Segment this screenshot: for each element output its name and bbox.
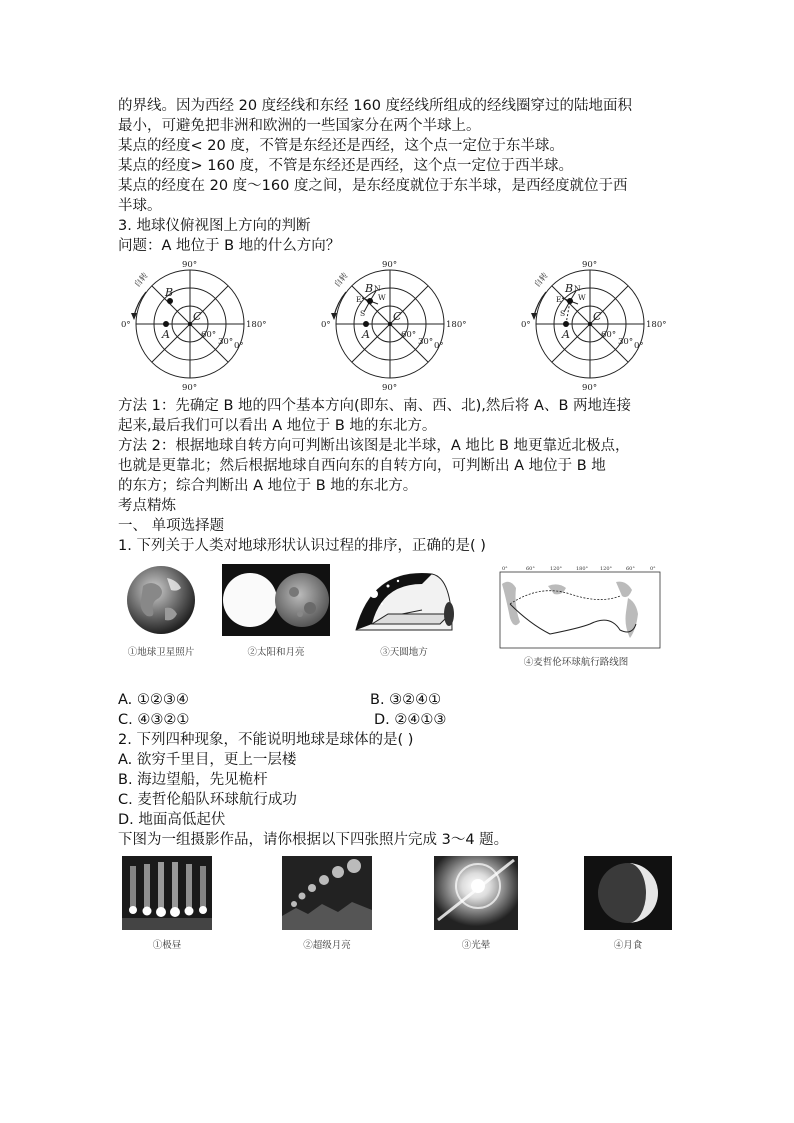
svg-text:E: E: [356, 295, 362, 304]
svg-text:A: A: [562, 328, 570, 341]
polar-day-photo-icon: [122, 856, 212, 930]
svg-text:E: E: [556, 295, 562, 304]
option-a[interactable]: A. 欲穷千里目，更上一层楼: [118, 752, 297, 768]
polar-diagram-2: [318, 258, 478, 392]
para-line: 某点的经度< 20 度，不管是东经还是西经，这个点一定位于东半球。: [118, 138, 564, 154]
option-c[interactable]: C. 麦哲伦船队环球航行成功: [118, 792, 297, 808]
question-text: 问题：A 地位于 B 地的什么方向？: [118, 238, 341, 254]
method-line: 也就是更靠北；然后根据地球自西向东的自转方向，可判断出 A 地位于 B 地: [118, 458, 606, 474]
svg-text:A: A: [362, 328, 370, 341]
caption: ②超级月亮: [303, 940, 351, 951]
para-line: 的界线。因为西经 20 度经线和东经 160 度经线所组成的经线圈穿过的陆地面积: [118, 98, 633, 114]
option-d[interactable]: D. ②④①③: [374, 712, 447, 728]
method-line: 的东方；综合判断出 A 地位于 B 地的东北方。: [118, 478, 418, 494]
svg-text:0°: 0°: [434, 341, 444, 351]
svg-text:0°: 0°: [121, 320, 131, 330]
photo-super-moon: [282, 856, 372, 951]
svg-text:90°: 90°: [382, 383, 398, 392]
q1-options-row2: [118, 710, 678, 730]
svg-text:180°: 180°: [576, 566, 589, 572]
q34-photo-row: [118, 856, 678, 952]
option-b[interactable]: B. ③②④①: [370, 692, 442, 708]
polar-diagram-row: [118, 258, 678, 392]
earth-photo-icon: [125, 564, 197, 636]
svg-text:90°: 90°: [582, 260, 598, 270]
option-c[interactable]: C. ④③②①: [118, 712, 190, 728]
dome-sky-icon: [352, 564, 456, 636]
svg-text:W: W: [578, 293, 586, 302]
caption: ③光晕: [461, 940, 491, 951]
method-line: 方法 2：根据地球自转方向可判断出该图是北半球，A 地比 B 地更靠近北极点，: [118, 438, 630, 454]
para-line: 某点的经度在 20 度～160 度之间，是东经度就位于东半球，是西经度就位于西: [118, 178, 628, 194]
svg-text:N: N: [574, 284, 581, 293]
q1-image-row: [118, 564, 678, 672]
option-a[interactable]: A. ①②③④: [118, 692, 189, 708]
page: [118, 96, 678, 952]
section-heading: 3. 地球仪俯视图上方向的判断: [118, 218, 311, 234]
label-A: A: [162, 328, 170, 341]
method-line: 起来,最后我们可以看出 A 地位于 B 地的东北方。: [118, 418, 437, 434]
para-line: 某点的经度> 160 度，不管是东经还是西经，这个点一定位于西半球。: [118, 158, 574, 174]
svg-text:180°: 180°: [646, 320, 667, 330]
svg-text:0°: 0°: [502, 566, 508, 572]
svg-text:0°: 0°: [650, 566, 656, 572]
photo-polar-day: [122, 856, 212, 951]
svg-text:120°: 120°: [600, 566, 613, 572]
question-intro: 下图为一组摄影作品，请你根据以下四张照片完成 3～4 题。: [118, 832, 509, 848]
caption: ④麦哲伦环球航行路线图: [523, 657, 629, 668]
svg-text:90°: 90°: [182, 260, 198, 270]
para-line: 半球。: [118, 198, 162, 214]
svg-text:W: W: [378, 293, 386, 302]
svg-text:60°: 60°: [626, 566, 635, 572]
lunar-eclipse-photo-icon: [584, 856, 672, 930]
caption: ①极昼: [152, 940, 182, 951]
figure-magellan-map: [478, 564, 674, 668]
label-B: B: [165, 286, 174, 299]
svg-text:180°: 180°: [246, 320, 267, 330]
svg-text:30°: 30°: [618, 337, 634, 347]
figure-earth-photo: [122, 564, 200, 658]
svg-text:30°: 30°: [418, 337, 434, 347]
super-moon-photo-icon: [282, 856, 372, 930]
photo-lunar-eclipse: [584, 856, 672, 951]
polar-diagram-3: [518, 258, 678, 392]
label-C: C: [193, 310, 202, 323]
svg-text:60°: 60°: [526, 566, 535, 572]
q1-options-row1: [118, 690, 678, 710]
part-title: 一、 单项选择题: [118, 518, 225, 534]
figure-tianyuan-difang: [350, 564, 458, 658]
svg-text:0°: 0°: [521, 320, 531, 330]
halo-photo-icon: [434, 856, 518, 930]
svg-text:90°: 90°: [182, 383, 198, 392]
svg-text:C: C: [593, 310, 602, 323]
svg-text:180°: 180°: [446, 320, 467, 330]
question-stem: 1. 下列关于人类对地球形状认识过程的排序，正确的是( ): [118, 538, 486, 554]
caption: ①地球卫星照片: [127, 647, 195, 658]
figure-sun-moon: [220, 564, 332, 658]
svg-text:30°: 30°: [218, 337, 234, 347]
method-line: 方法 1：先确定 B 地的四个基本方向(即东、南、西、北),然后将 A、B 两地连接: [118, 398, 632, 414]
svg-text:N: N: [374, 284, 381, 293]
option-b[interactable]: B. 海边望船，先见桅杆: [118, 772, 268, 788]
sun-moon-icon: [222, 564, 330, 636]
svg-text:S: S: [360, 309, 366, 318]
svg-text:B: B: [365, 282, 374, 295]
svg-text:90°: 90°: [582, 383, 598, 392]
svg-text:自转: 自转: [532, 271, 550, 290]
question-stem: 2. 下列四种现象，不能说明地球是球体的是( ): [118, 732, 414, 748]
svg-text:0°: 0°: [321, 320, 331, 330]
caption: ③天圆地方: [380, 647, 428, 658]
svg-text:自转: 自转: [332, 271, 350, 290]
svg-text:0°: 0°: [234, 341, 244, 351]
caption: ②太阳和月亮: [247, 647, 305, 658]
svg-text:0°: 0°: [634, 341, 644, 351]
photo-halo: [434, 856, 518, 951]
svg-text:60°: 60°: [601, 330, 617, 340]
svg-text:60°: 60°: [201, 330, 217, 340]
svg-text:60°: 60°: [401, 330, 417, 340]
caption: ④月食: [613, 940, 643, 951]
svg-text:120°: 120°: [550, 566, 563, 572]
section-title: 考点精炼: [118, 498, 176, 514]
option-d[interactable]: D. 地面高低起伏: [118, 812, 226, 828]
svg-text:S: S: [560, 309, 566, 318]
svg-text:C: C: [393, 310, 402, 323]
svg-text:90°: 90°: [382, 260, 398, 270]
polar-diagram-1: [118, 258, 278, 392]
magellan-route-map-icon: [488, 564, 664, 650]
svg-text:B: B: [565, 282, 574, 295]
svg-text:自转: 自转: [132, 271, 150, 290]
para-line: 最小，可避免把非洲和欧洲的一些国家分在两个半球上。: [118, 118, 481, 134]
